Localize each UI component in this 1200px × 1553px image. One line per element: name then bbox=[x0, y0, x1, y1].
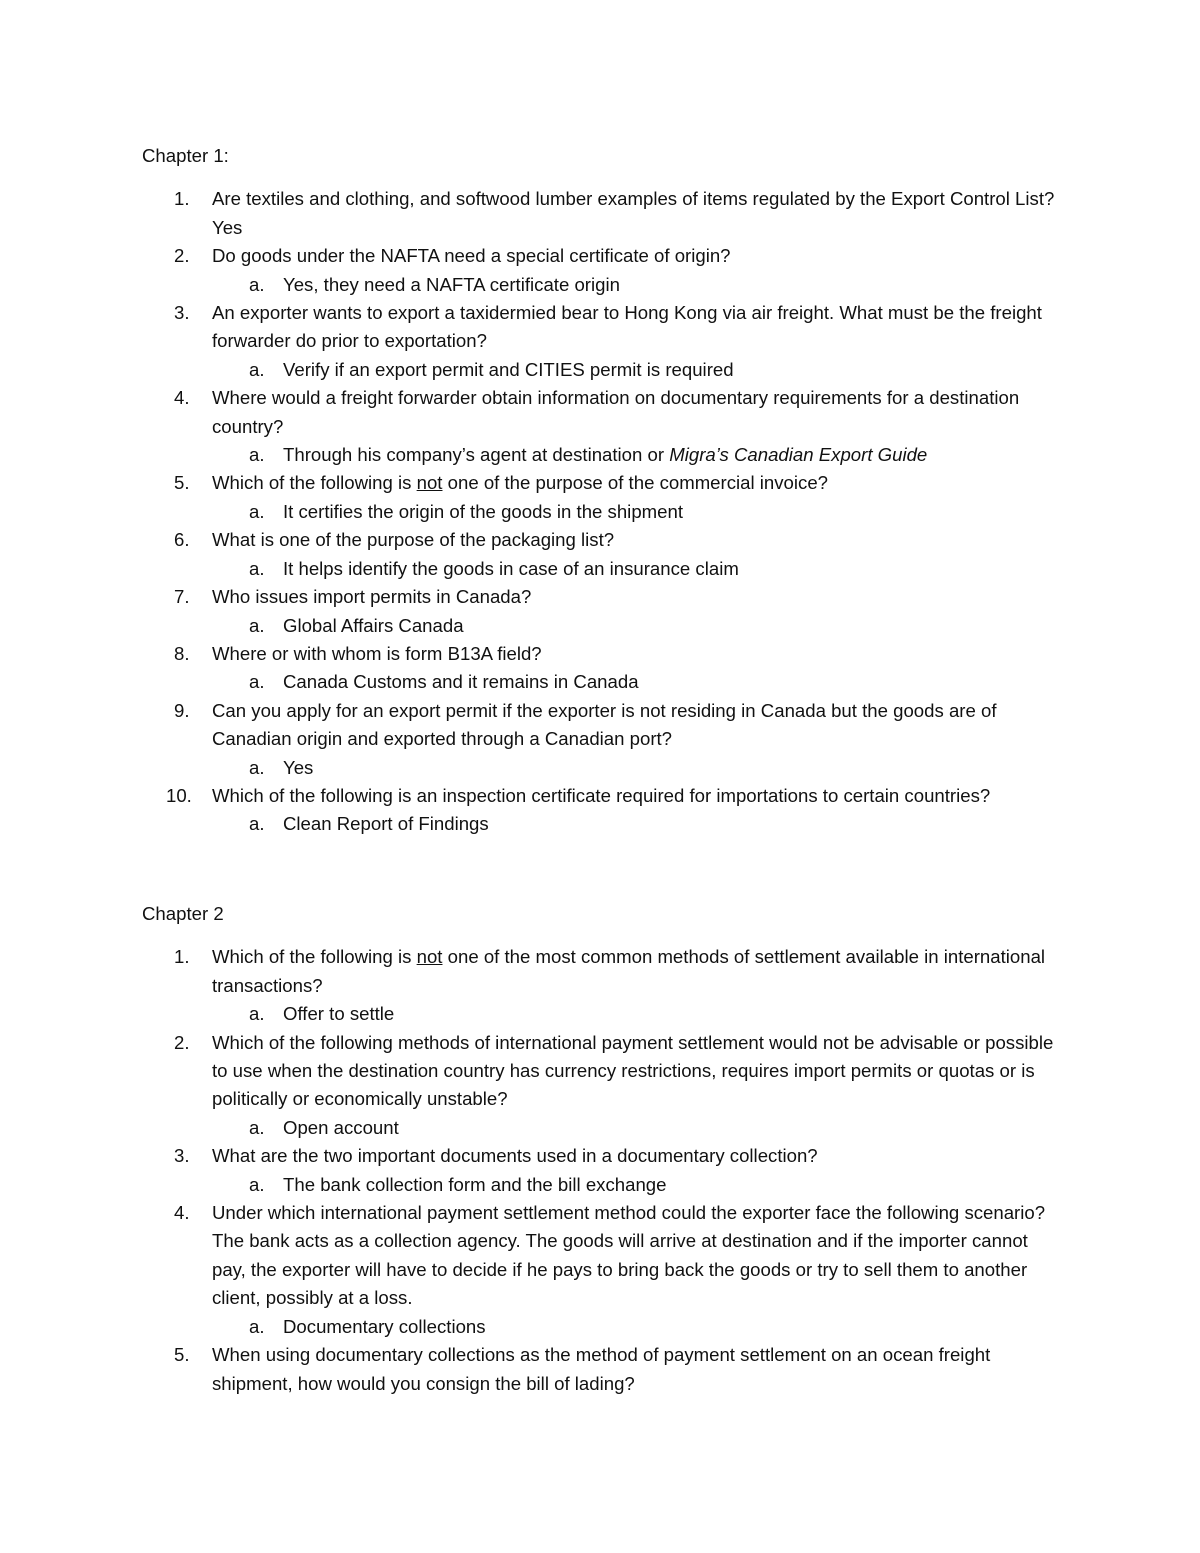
chapter-2 bbox=[142, 900, 1062, 1398]
answer-item bbox=[142, 441, 1062, 469]
chapter-title: Chapter 2 bbox=[142, 903, 224, 924]
answer-text: Canada Customs and it remains in Canada bbox=[283, 671, 639, 693]
question-text: An exporter wants to export a taxidermied bear to Hong Kong via air freight. What must be the freight forwarder do prior to exportation? bbox=[212, 302, 1042, 352]
question-item bbox=[142, 526, 1062, 583]
answer-text: Verify if an export permit and CITIES permit is required bbox=[283, 358, 734, 380]
question-text: one of the purpose of the commercial invoice? bbox=[442, 472, 829, 494]
question-item bbox=[142, 640, 1062, 697]
answer-text: Open account bbox=[283, 1116, 399, 1138]
answer-letter: a. bbox=[249, 614, 265, 636]
answer-letter: a. bbox=[249, 444, 265, 466]
question-number: 4. bbox=[174, 1202, 190, 1224]
question-list bbox=[142, 943, 1062, 1398]
question-number: 6. bbox=[174, 529, 190, 551]
question-text: Who issues import permits in Canada? bbox=[212, 586, 532, 608]
question-item bbox=[142, 1029, 1062, 1143]
question-number: 2. bbox=[174, 1031, 190, 1053]
answer-item bbox=[142, 668, 1062, 696]
question-item bbox=[142, 1142, 1062, 1199]
answer-letter: a. bbox=[249, 1116, 265, 1138]
question-item bbox=[142, 782, 1062, 839]
answer-item bbox=[142, 1114, 1062, 1142]
answer-text: It certifies the origin of the goods in the shipment bbox=[283, 500, 683, 522]
answer-text: The bank collection form and the bill exchange bbox=[283, 1173, 667, 1195]
emphasis-underline: not bbox=[416, 472, 443, 494]
question-number: 7. bbox=[174, 586, 190, 608]
question-number: 5. bbox=[174, 1344, 190, 1366]
answer-item bbox=[142, 271, 1062, 299]
answer-item bbox=[142, 498, 1062, 526]
question-text: What are the two important documents used in a documentary collection? bbox=[212, 1145, 818, 1167]
question-text: Which of the following is bbox=[212, 472, 417, 494]
question-number: 8. bbox=[174, 642, 190, 664]
question-item bbox=[142, 1199, 1062, 1341]
question-number: 4. bbox=[174, 387, 190, 409]
chapter-1 bbox=[142, 142, 1062, 839]
answer-item bbox=[142, 810, 1062, 838]
question-item bbox=[142, 242, 1062, 299]
answer-item bbox=[142, 1313, 1062, 1341]
answer-text: It helps identify the goods in case of an insurance claim bbox=[283, 557, 739, 579]
answer-letter: a. bbox=[249, 557, 265, 579]
question-item bbox=[142, 384, 1062, 469]
answer-text: Through his company’s agent at destination or bbox=[283, 444, 670, 466]
question-number: 1. bbox=[174, 188, 190, 210]
answer-item bbox=[142, 754, 1062, 782]
question-text: Where or with whom is form B13A field? bbox=[212, 642, 542, 664]
question-item bbox=[142, 299, 1062, 384]
answer-text: Yes bbox=[283, 756, 314, 778]
answer-item bbox=[142, 1171, 1062, 1199]
question-text: Where would a freight forwarder obtain information on documentary requirements for a destination country? bbox=[212, 387, 1020, 437]
question-item bbox=[142, 943, 1062, 1028]
question-item bbox=[142, 469, 1062, 526]
answer-text: Yes, they need a NAFTA certificate origin bbox=[283, 273, 620, 295]
question-list bbox=[142, 185, 1062, 838]
answer-letter: a. bbox=[249, 813, 265, 835]
question-text: Are textiles and clothing, and softwood lumber examples of items regulated by the Export Control List? Yes bbox=[212, 188, 1055, 238]
answer-letter: a. bbox=[249, 1173, 265, 1195]
answer-letter: a. bbox=[249, 273, 265, 295]
answer-item bbox=[142, 356, 1062, 384]
answer-letter: a. bbox=[249, 671, 265, 693]
answer-text: Offer to settle bbox=[283, 1003, 395, 1025]
answer-letter: a. bbox=[249, 358, 265, 380]
question-item bbox=[142, 1341, 1062, 1398]
question-item bbox=[142, 583, 1062, 640]
answer-item bbox=[142, 612, 1062, 640]
question-number: 10. bbox=[166, 784, 192, 806]
answer-text: Clean Report of Findings bbox=[283, 813, 489, 835]
question-text: Do goods under the NAFTA need a special certificate of origin? bbox=[212, 245, 731, 267]
question-text: Under which international payment settlement method could the exporter face the following scenario? The bank acts as a collection agency. The goods will arrive at destination and if the importer cannot pay, the exporter will have to decide if he pays to bring back the goods or try to sell them to another client, possibly at a loss. bbox=[212, 1202, 1046, 1309]
question-text: Which of the following is bbox=[212, 946, 417, 968]
answer-item bbox=[142, 555, 1062, 583]
question-number: 1. bbox=[174, 946, 190, 968]
answer-letter: a. bbox=[249, 500, 265, 522]
answer-letter: a. bbox=[249, 1003, 265, 1025]
question-text: one of the most common methods of settlement available in international transactions? bbox=[212, 946, 1046, 996]
question-number: 3. bbox=[174, 1145, 190, 1167]
emphasis-underline: not bbox=[416, 946, 443, 968]
question-number: 2. bbox=[174, 245, 190, 267]
answer-letter: a. bbox=[249, 756, 265, 778]
question-text: Can you apply for an export permit if the exporter is not residing in Canada but the goods are of Canadian origin and exported through a Canadian port? bbox=[212, 699, 997, 750]
answer-text: Documentary collections bbox=[283, 1315, 486, 1337]
question-number: 5. bbox=[174, 472, 190, 494]
answer-item bbox=[142, 1000, 1062, 1028]
chapter-title: Chapter 1: bbox=[142, 145, 229, 166]
question-text: Which of the following methods of international payment settlement would not be advisable or possible to use when the destination country has currency restrictions, requires import permits or quotas or is politically or economically unstable? bbox=[212, 1031, 1054, 1110]
answer-letter: a. bbox=[249, 1315, 265, 1337]
question-number: 3. bbox=[174, 302, 190, 324]
question-number: 9. bbox=[174, 699, 190, 721]
question-text: When using documentary collections as the method of payment settlement on an ocean freight shipment, how would you consign the bill of lading? bbox=[212, 1344, 991, 1394]
guide-title: Migra’s Canadian Export Guide bbox=[669, 444, 928, 466]
question-item bbox=[142, 185, 1062, 242]
question-text: Which of the following is an inspection certificate required for importations to certain countries? bbox=[212, 784, 991, 806]
question-item bbox=[142, 697, 1062, 782]
question-text: What is one of the purpose of the packaging list? bbox=[212, 529, 615, 551]
answer-text: Global Affairs Canada bbox=[283, 614, 464, 636]
